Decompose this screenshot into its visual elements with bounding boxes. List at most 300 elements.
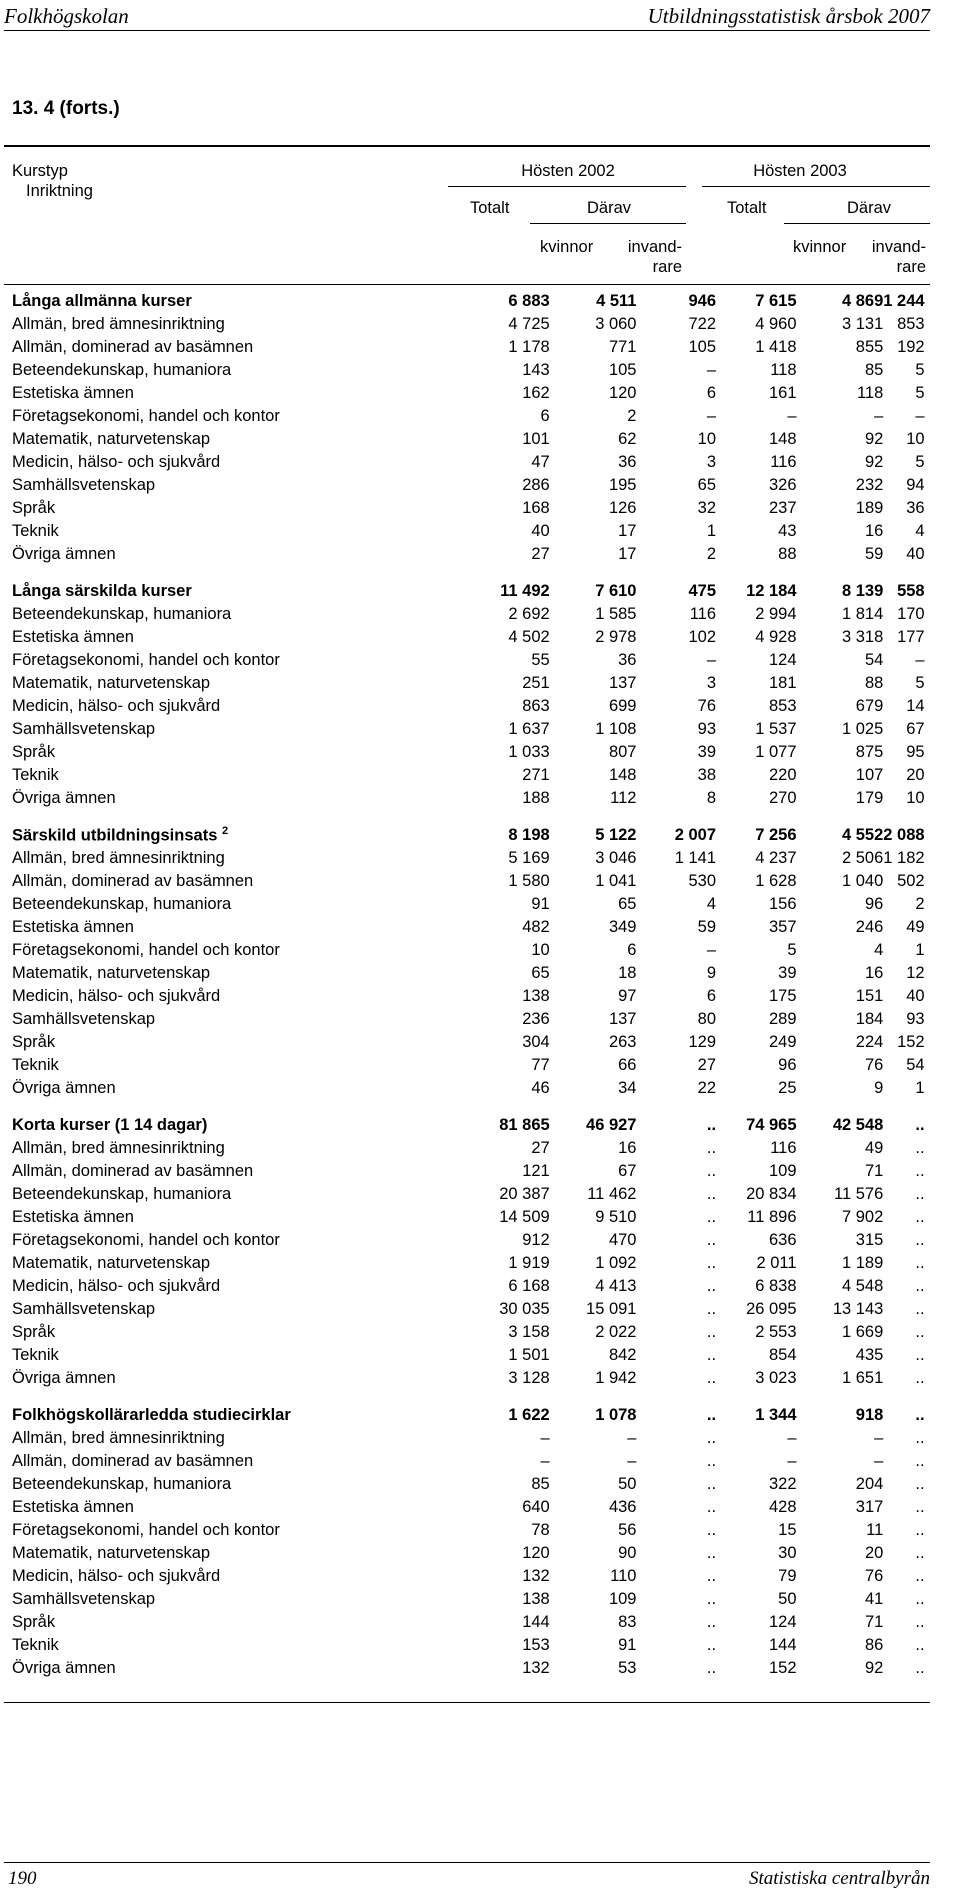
- row-label: [4, 1054, 471, 1077]
- pad-cell: [925, 1183, 930, 1206]
- value-cell: 5: [915, 361, 925, 379]
- value-cell: 11 492: [500, 582, 550, 600]
- value-cell: 32: [697, 499, 717, 517]
- value-cell: 96: [778, 1056, 797, 1074]
- row-label-text: Teknik: [12, 1636, 59, 1654]
- pad-cell: [925, 1321, 930, 1344]
- value-cell: ..: [915, 1498, 925, 1516]
- row-label: [4, 1427, 471, 1450]
- value-cell: 875: [855, 743, 884, 761]
- value-cell: –: [706, 651, 717, 669]
- pad-cell: [925, 1519, 930, 1542]
- value-cell: 1 501: [508, 1346, 550, 1364]
- period1-heading: Hösten 2002: [521, 162, 615, 180]
- value-cell: 91: [618, 1636, 637, 1654]
- value-cell: ..: [706, 1636, 717, 1654]
- invandrare-heading-2a: invand-: [871, 238, 926, 256]
- row-label: [4, 1114, 471, 1137]
- spacer-row: [4, 1100, 930, 1114]
- row-label: [4, 870, 471, 893]
- value-cell: 43: [778, 522, 797, 540]
- value-cell: 304: [522, 1033, 550, 1051]
- value-cell: 92: [864, 453, 884, 471]
- value-cell: –: [915, 651, 925, 669]
- table-row: [4, 718, 930, 741]
- value-cell: 47: [531, 453, 550, 471]
- value-cell: 2 994: [755, 605, 797, 623]
- value-cell: 271: [522, 766, 550, 784]
- value-cell: 17: [618, 545, 637, 563]
- value-cell: 96: [864, 895, 884, 913]
- section-row: [4, 1114, 930, 1137]
- value-cell: 192: [897, 338, 925, 356]
- value-cell: ..: [706, 1429, 717, 1447]
- pad-cell: [925, 1137, 930, 1160]
- value-cell: 121: [522, 1162, 550, 1180]
- value-cell: 6: [706, 987, 717, 1005]
- value-cell: 8 139: [842, 582, 884, 600]
- value-cell: 4 725: [508, 315, 550, 333]
- value-cell: 428: [769, 1498, 797, 1516]
- value-cell: 9: [706, 964, 717, 982]
- value-cell: 20 834: [746, 1185, 797, 1203]
- value-cell: 912: [522, 1231, 550, 1249]
- value-cell: 4 511: [596, 292, 637, 310]
- value-cell: ..: [706, 1254, 717, 1272]
- value-cell: 132: [522, 1567, 550, 1585]
- value-cell: ..: [915, 1429, 925, 1447]
- value-cell: 1 178: [508, 338, 550, 356]
- value-cell: 1 189: [842, 1254, 884, 1272]
- value-cell: –: [627, 1452, 637, 1470]
- value-cell: 251: [522, 674, 550, 692]
- value-cell: 1 041: [595, 872, 637, 890]
- value-cell: 640: [522, 1498, 550, 1516]
- value-cell: 918: [855, 1406, 884, 1424]
- value-cell: 152: [769, 1659, 797, 1677]
- value-cell: 1 040: [842, 872, 884, 890]
- value-cell: 76: [864, 1567, 884, 1585]
- row-label: [4, 695, 471, 718]
- value-cell: 1 141: [674, 849, 717, 867]
- table-row: [4, 847, 930, 870]
- value-cell: 25: [778, 1079, 797, 1097]
- value-cell: 232: [855, 476, 884, 494]
- row-label-text: Samhällsvetenskap: [12, 1010, 156, 1028]
- value-cell: ..: [706, 1475, 717, 1493]
- value-cell: –: [787, 1452, 797, 1470]
- row-label: [4, 451, 471, 474]
- table-row: [4, 1657, 930, 1680]
- value-cell: 177: [897, 628, 925, 646]
- value-cell: 502: [897, 872, 925, 890]
- value-cell: 46: [531, 1079, 550, 1097]
- row-label-text: Företagsekonomi, handel och kontor: [12, 651, 280, 669]
- value-cell: 435: [855, 1346, 884, 1364]
- value-cell: ..: [706, 1116, 717, 1134]
- value-cell: ..: [915, 1139, 925, 1157]
- value-cell: 317: [855, 1498, 884, 1516]
- value-cell: ..: [706, 1300, 717, 1318]
- value-cell: ..: [915, 1567, 925, 1585]
- value-cell: –: [540, 1452, 550, 1470]
- pad-cell: [925, 1473, 930, 1496]
- value-cell: 236: [522, 1010, 550, 1028]
- row-label-text: Företagsekonomi, handel och kontor: [12, 941, 280, 959]
- row-label-text: Matematik, naturvetenskap: [12, 1254, 211, 1272]
- value-cell: ..: [915, 1659, 925, 1677]
- totalt-heading-1: Totalt: [470, 199, 510, 217]
- value-cell: 7 615: [755, 292, 797, 310]
- value-cell: 65: [697, 476, 717, 494]
- value-cell: 137: [608, 674, 637, 692]
- value-cell: ..: [915, 1208, 925, 1226]
- row-label: [4, 1634, 471, 1657]
- pad-cell: [925, 1160, 930, 1183]
- value-cell: 13 143: [832, 1300, 884, 1318]
- value-cell: 679: [855, 697, 884, 715]
- period2-underline: [702, 186, 930, 187]
- pad-cell: [925, 939, 930, 962]
- row-label: [4, 1137, 471, 1160]
- darav2-underline: [784, 223, 930, 224]
- value-cell: 76: [864, 1056, 884, 1074]
- value-cell: 5: [915, 453, 925, 471]
- value-cell: 110: [610, 1567, 637, 1585]
- table-row: [4, 497, 930, 520]
- value-cell: 10: [697, 430, 717, 448]
- row-label-text: Medicin, hälso- och sjukvård: [12, 987, 221, 1005]
- value-cell: 105: [688, 338, 717, 356]
- table-row: [4, 428, 930, 451]
- pad-cell: [925, 520, 930, 543]
- value-cell: 27: [531, 545, 550, 563]
- value-cell: 120: [608, 384, 637, 402]
- value-cell: 116: [689, 605, 717, 623]
- value-cell: 175: [769, 987, 797, 1005]
- table-row: [4, 870, 930, 893]
- value-cell: 71: [864, 1162, 884, 1180]
- value-cell: 853: [897, 315, 925, 333]
- table-row: [4, 893, 930, 916]
- footnote-marker: 2: [221, 825, 229, 838]
- value-cell: 1 537: [755, 720, 797, 738]
- footer-divider: [4, 1862, 930, 1863]
- pad-cell: [925, 1542, 930, 1565]
- value-cell: 54: [864, 651, 884, 669]
- value-cell: 143: [522, 361, 550, 379]
- value-cell: 7 256: [755, 826, 797, 844]
- value-cell: 5: [787, 941, 797, 959]
- table-row: [4, 543, 930, 566]
- spacer-cell: [4, 1100, 930, 1114]
- row-label-text: Allmän, bred ämnesinriktning: [12, 849, 225, 867]
- table-row: [4, 695, 930, 718]
- row-label-text: Språk: [12, 1613, 56, 1631]
- table-row: [4, 1160, 930, 1183]
- value-cell: 1 244: [883, 292, 925, 310]
- value-cell: 6 838: [755, 1277, 797, 1295]
- row-label-text: Allmän, bred ämnesinriktning: [12, 1429, 225, 1447]
- period2-heading: Hösten 2003: [753, 162, 847, 180]
- value-cell: 54: [906, 1056, 925, 1074]
- table-row: [4, 1031, 930, 1054]
- value-cell: 86: [864, 1636, 884, 1654]
- value-cell: 3 128: [508, 1369, 550, 1387]
- value-cell: 53: [618, 1659, 637, 1677]
- pad-cell: [925, 1450, 930, 1473]
- value-cell: 36: [618, 453, 637, 471]
- value-cell: 5 122: [595, 826, 637, 844]
- value-cell: 220: [769, 766, 797, 784]
- value-cell: 558: [897, 582, 925, 600]
- table-row: [4, 336, 930, 359]
- value-cell: 1 182: [883, 849, 925, 867]
- row-label: [4, 1077, 471, 1100]
- row-label: [4, 1496, 471, 1519]
- row-label: [4, 824, 471, 847]
- table-row: [4, 313, 930, 336]
- value-cell: 270: [769, 789, 797, 807]
- value-cell: 40: [531, 522, 550, 540]
- value-cell: 20 387: [499, 1185, 550, 1203]
- value-cell: 138: [522, 1590, 550, 1608]
- value-cell: 50: [618, 1475, 637, 1493]
- value-cell: 92: [864, 430, 884, 448]
- table-row: [4, 603, 930, 626]
- pad-cell: [925, 290, 930, 313]
- table-row: [4, 1229, 930, 1252]
- row-label: [4, 1542, 471, 1565]
- row-label-text: Matematik, naturvetenskap: [12, 964, 211, 982]
- value-cell: 95: [906, 743, 925, 761]
- value-cell: 184: [855, 1010, 884, 1028]
- value-cell: 78: [531, 1521, 550, 1539]
- value-cell: 118: [770, 361, 797, 379]
- value-cell: 4: [874, 941, 884, 959]
- value-cell: 4: [706, 895, 717, 913]
- table-row: [4, 1298, 930, 1321]
- row-label-text: Folkhögskollärarledda studiecirklar: [12, 1406, 291, 1424]
- value-cell: 56: [618, 1521, 637, 1539]
- value-cell: 30: [778, 1544, 797, 1562]
- value-cell: –: [874, 1429, 884, 1447]
- pad-cell: [925, 543, 930, 566]
- pad-cell: [925, 626, 930, 649]
- value-cell: 112: [610, 789, 637, 807]
- row-label: [4, 1611, 471, 1634]
- value-cell: 79: [778, 1567, 797, 1585]
- pad-cell: [925, 672, 930, 695]
- value-cell: 2 506: [842, 849, 884, 867]
- section-row: [4, 580, 930, 603]
- pad-cell: [925, 1031, 930, 1054]
- row-label-text: Samhällsvetenskap: [12, 720, 156, 738]
- value-cell: 30 035: [499, 1300, 550, 1318]
- value-cell: 4 237: [755, 849, 797, 867]
- row-label: [4, 1298, 471, 1321]
- value-cell: 88: [864, 674, 884, 692]
- value-cell: 2: [627, 407, 637, 425]
- section-row: [4, 290, 930, 313]
- value-cell: 39: [778, 964, 797, 982]
- value-cell: 3 023: [755, 1369, 797, 1387]
- value-cell: 132: [522, 1659, 550, 1677]
- row-label-text: Teknik: [12, 1056, 59, 1074]
- value-cell: 16: [864, 964, 884, 982]
- row-label-text: Beteendekunskap, humaniora: [12, 1185, 232, 1203]
- row-label-text: Medicin, hälso- och sjukvård: [12, 1277, 221, 1295]
- pad-cell: [925, 1611, 930, 1634]
- value-cell: 2 007: [674, 826, 717, 844]
- value-cell: ..: [706, 1544, 717, 1562]
- row-label-text: Övriga ämnen: [12, 1659, 116, 1677]
- value-cell: 46 927: [586, 1116, 637, 1134]
- value-cell: 148: [769, 430, 797, 448]
- value-cell: 151: [855, 987, 884, 1005]
- value-cell: 80: [697, 1010, 717, 1028]
- value-cell: 91: [531, 895, 550, 913]
- page-number: 190: [8, 1868, 37, 1889]
- value-cell: 26 095: [746, 1300, 797, 1318]
- value-cell: 326: [769, 476, 797, 494]
- table-row: [4, 1496, 930, 1519]
- table-top-rule: [4, 145, 930, 147]
- value-cell: 1: [915, 1079, 925, 1097]
- value-cell: 1 580: [508, 872, 550, 890]
- table-row: [4, 1519, 930, 1542]
- running-header: [0, 0, 960, 28]
- row-label: [4, 580, 471, 603]
- value-cell: 2: [915, 895, 925, 913]
- value-cell: 97: [618, 987, 637, 1005]
- value-cell: 40: [906, 987, 925, 1005]
- table-row: [4, 1252, 930, 1275]
- value-cell: 76: [697, 697, 717, 715]
- value-cell: 6 168: [508, 1277, 550, 1295]
- pad-cell: [925, 497, 930, 520]
- value-cell: 181: [769, 674, 797, 692]
- pad-cell: [925, 1298, 930, 1321]
- value-cell: 27: [531, 1139, 550, 1157]
- value-cell: 36: [906, 499, 925, 517]
- pad-cell: [925, 382, 930, 405]
- value-cell: 3: [706, 453, 717, 471]
- value-cell: ..: [706, 1498, 717, 1516]
- spacer-row: [4, 1390, 930, 1404]
- value-cell: 85: [864, 361, 884, 379]
- row-label: [4, 1657, 471, 1680]
- pad-cell: [925, 764, 930, 787]
- row-label-text: Estetiska ämnen: [12, 1498, 134, 1516]
- darav-heading-2: Därav: [847, 199, 892, 217]
- row-label: [4, 543, 471, 566]
- pad-cell: [925, 336, 930, 359]
- value-cell: 1 078: [595, 1406, 637, 1424]
- row-label-text: Teknik: [12, 766, 59, 784]
- value-cell: 126: [608, 499, 637, 517]
- pad-cell: [925, 870, 930, 893]
- row-label-text: Beteendekunskap, humaniora: [12, 895, 232, 913]
- table-row: [4, 1008, 930, 1031]
- row-label: [4, 313, 471, 336]
- spacer-cell: [4, 566, 930, 580]
- table-row: [4, 1321, 930, 1344]
- row-label-text: Matematik, naturvetenskap: [12, 430, 211, 448]
- value-cell: 189: [855, 499, 884, 517]
- pad-cell: [925, 1206, 930, 1229]
- value-cell: ..: [706, 1231, 717, 1249]
- row-label: [4, 787, 471, 810]
- row-label-text: Särskild utbildningsinsats: [12, 826, 218, 845]
- pad-cell: [925, 741, 930, 764]
- value-cell: 436: [608, 1498, 637, 1516]
- pad-cell: [925, 1054, 930, 1077]
- header-left: Folkhögskolan: [4, 4, 129, 28]
- value-cell: 93: [906, 1010, 925, 1028]
- row-label-text: Företagsekonomi, handel och kontor: [12, 407, 280, 425]
- row-label-text: Samhällsvetenskap: [12, 1300, 156, 1318]
- row-label: [4, 939, 471, 962]
- row-label-text: Språk: [12, 743, 56, 761]
- value-cell: 7 902: [842, 1208, 884, 1226]
- value-cell: ..: [915, 1231, 925, 1249]
- value-cell: 722: [688, 315, 717, 333]
- table-bottom-rule: [4, 1702, 930, 1703]
- row-label: [4, 1206, 471, 1229]
- value-cell: 1 077: [755, 743, 797, 761]
- value-cell: 1 344: [755, 1406, 797, 1424]
- pad-cell: [925, 428, 930, 451]
- value-cell: 22: [697, 1079, 717, 1097]
- row-label: [4, 1519, 471, 1542]
- pad-cell: [925, 1344, 930, 1367]
- value-cell: 59: [697, 918, 717, 936]
- row-label-text: Matematik, naturvetenskap: [12, 1544, 211, 1562]
- row-label: [4, 336, 471, 359]
- value-cell: 90: [618, 1544, 637, 1562]
- darav-heading-1: Därav: [587, 199, 632, 217]
- table-row: [4, 405, 930, 428]
- value-cell: 49: [864, 1139, 884, 1157]
- value-cell: 2 553: [755, 1323, 797, 1341]
- value-cell: ..: [706, 1323, 717, 1341]
- row-label-text: Estetiska ämnen: [12, 628, 134, 646]
- value-cell: 482: [522, 918, 550, 936]
- value-cell: 6: [540, 407, 550, 425]
- value-cell: 2 088: [883, 826, 925, 844]
- value-cell: 93: [697, 720, 717, 738]
- pad-cell: [925, 1275, 930, 1298]
- value-cell: 168: [522, 499, 550, 517]
- value-cell: 1 092: [595, 1254, 637, 1272]
- value-cell: 55: [531, 651, 550, 669]
- table-row: [4, 626, 930, 649]
- value-cell: –: [706, 361, 717, 379]
- value-cell: ..: [706, 1659, 717, 1677]
- value-cell: ..: [706, 1277, 717, 1295]
- value-cell: 15: [778, 1521, 797, 1539]
- value-cell: 289: [769, 1010, 797, 1028]
- row-label-text: Medicin, hälso- och sjukvård: [12, 453, 221, 471]
- value-cell: 4 928: [755, 628, 797, 646]
- value-cell: 179: [855, 789, 884, 807]
- table-row: [4, 1611, 930, 1634]
- row-label: [4, 1404, 471, 1427]
- value-cell: 224: [855, 1033, 884, 1051]
- row-label: [4, 1344, 471, 1367]
- value-cell: ..: [915, 1369, 925, 1387]
